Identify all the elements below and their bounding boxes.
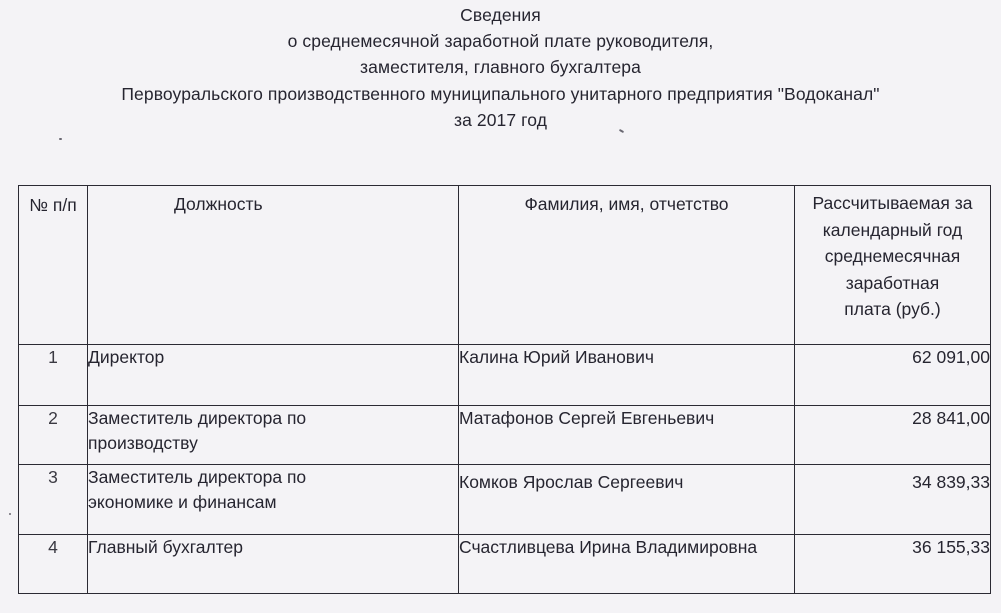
row-number: 3 [19,465,88,535]
scan-speck [9,513,11,515]
position-cell [88,535,459,594]
salary-header-line: Рассчитываемая за [812,193,973,213]
salary-cell: 34 839,33 [795,465,991,535]
title-line-4: Первоуральского производственного муниципального унитарного предприятия "Водоканал" [121,83,880,104]
row-number: 4 [19,535,88,594]
scan-speck [59,138,62,140]
table-row [19,406,991,465]
position-cell [88,345,459,406]
salary-cell: 36 155,33 [795,535,991,594]
title-line-2: о среднемесячной заработной плате руководителя, [287,31,714,52]
position-line: Директор [88,347,165,367]
document-title-block [0,2,1001,133]
title-line-3: заместителя, главного бухгалтера [360,57,641,78]
table-row [19,345,991,406]
title-line-5: за 2017 год [453,109,548,130]
full-name-cell: Счастливцева Ирина Владимировна [459,535,795,594]
table-header-row [19,186,991,345]
table-row [19,535,991,594]
salary-cell: 62 091,00 [795,345,991,406]
row-number: 1 [19,345,88,406]
table-row [19,465,991,535]
row-number: 2 [19,406,88,465]
position-line: экономике и финансам [88,492,277,512]
title-line-1: Сведения [460,5,541,25]
column-header-position: Должность [88,186,459,345]
salary-header-line: календарный год [822,219,963,240]
full-name-cell: Комков Ярослав Сергеевич [459,465,795,535]
column-header-number: № п/п [19,186,88,345]
salary-header-line: плата (руб.) [844,299,941,319]
column-header-full-name: Фамилия, имя, отчетство [459,186,795,345]
salary-header-line: среднемесячная заработная [824,246,961,293]
position-line: производству [88,433,198,453]
salary-cell: 28 841,00 [795,406,991,465]
position-cell [88,465,459,535]
position-cell [88,406,459,465]
salary-table [18,185,991,594]
full-name-cell: Калина Юрий Иванович [459,345,795,406]
column-header-average-salary [795,186,991,345]
position-line: Главный бухгалтер [88,537,243,557]
position-line: Заместитель директора по [88,408,307,428]
position-line: Заместитель директора по [88,467,307,487]
full-name-cell: Матафонов Сергей Евгеньевич [459,406,795,465]
